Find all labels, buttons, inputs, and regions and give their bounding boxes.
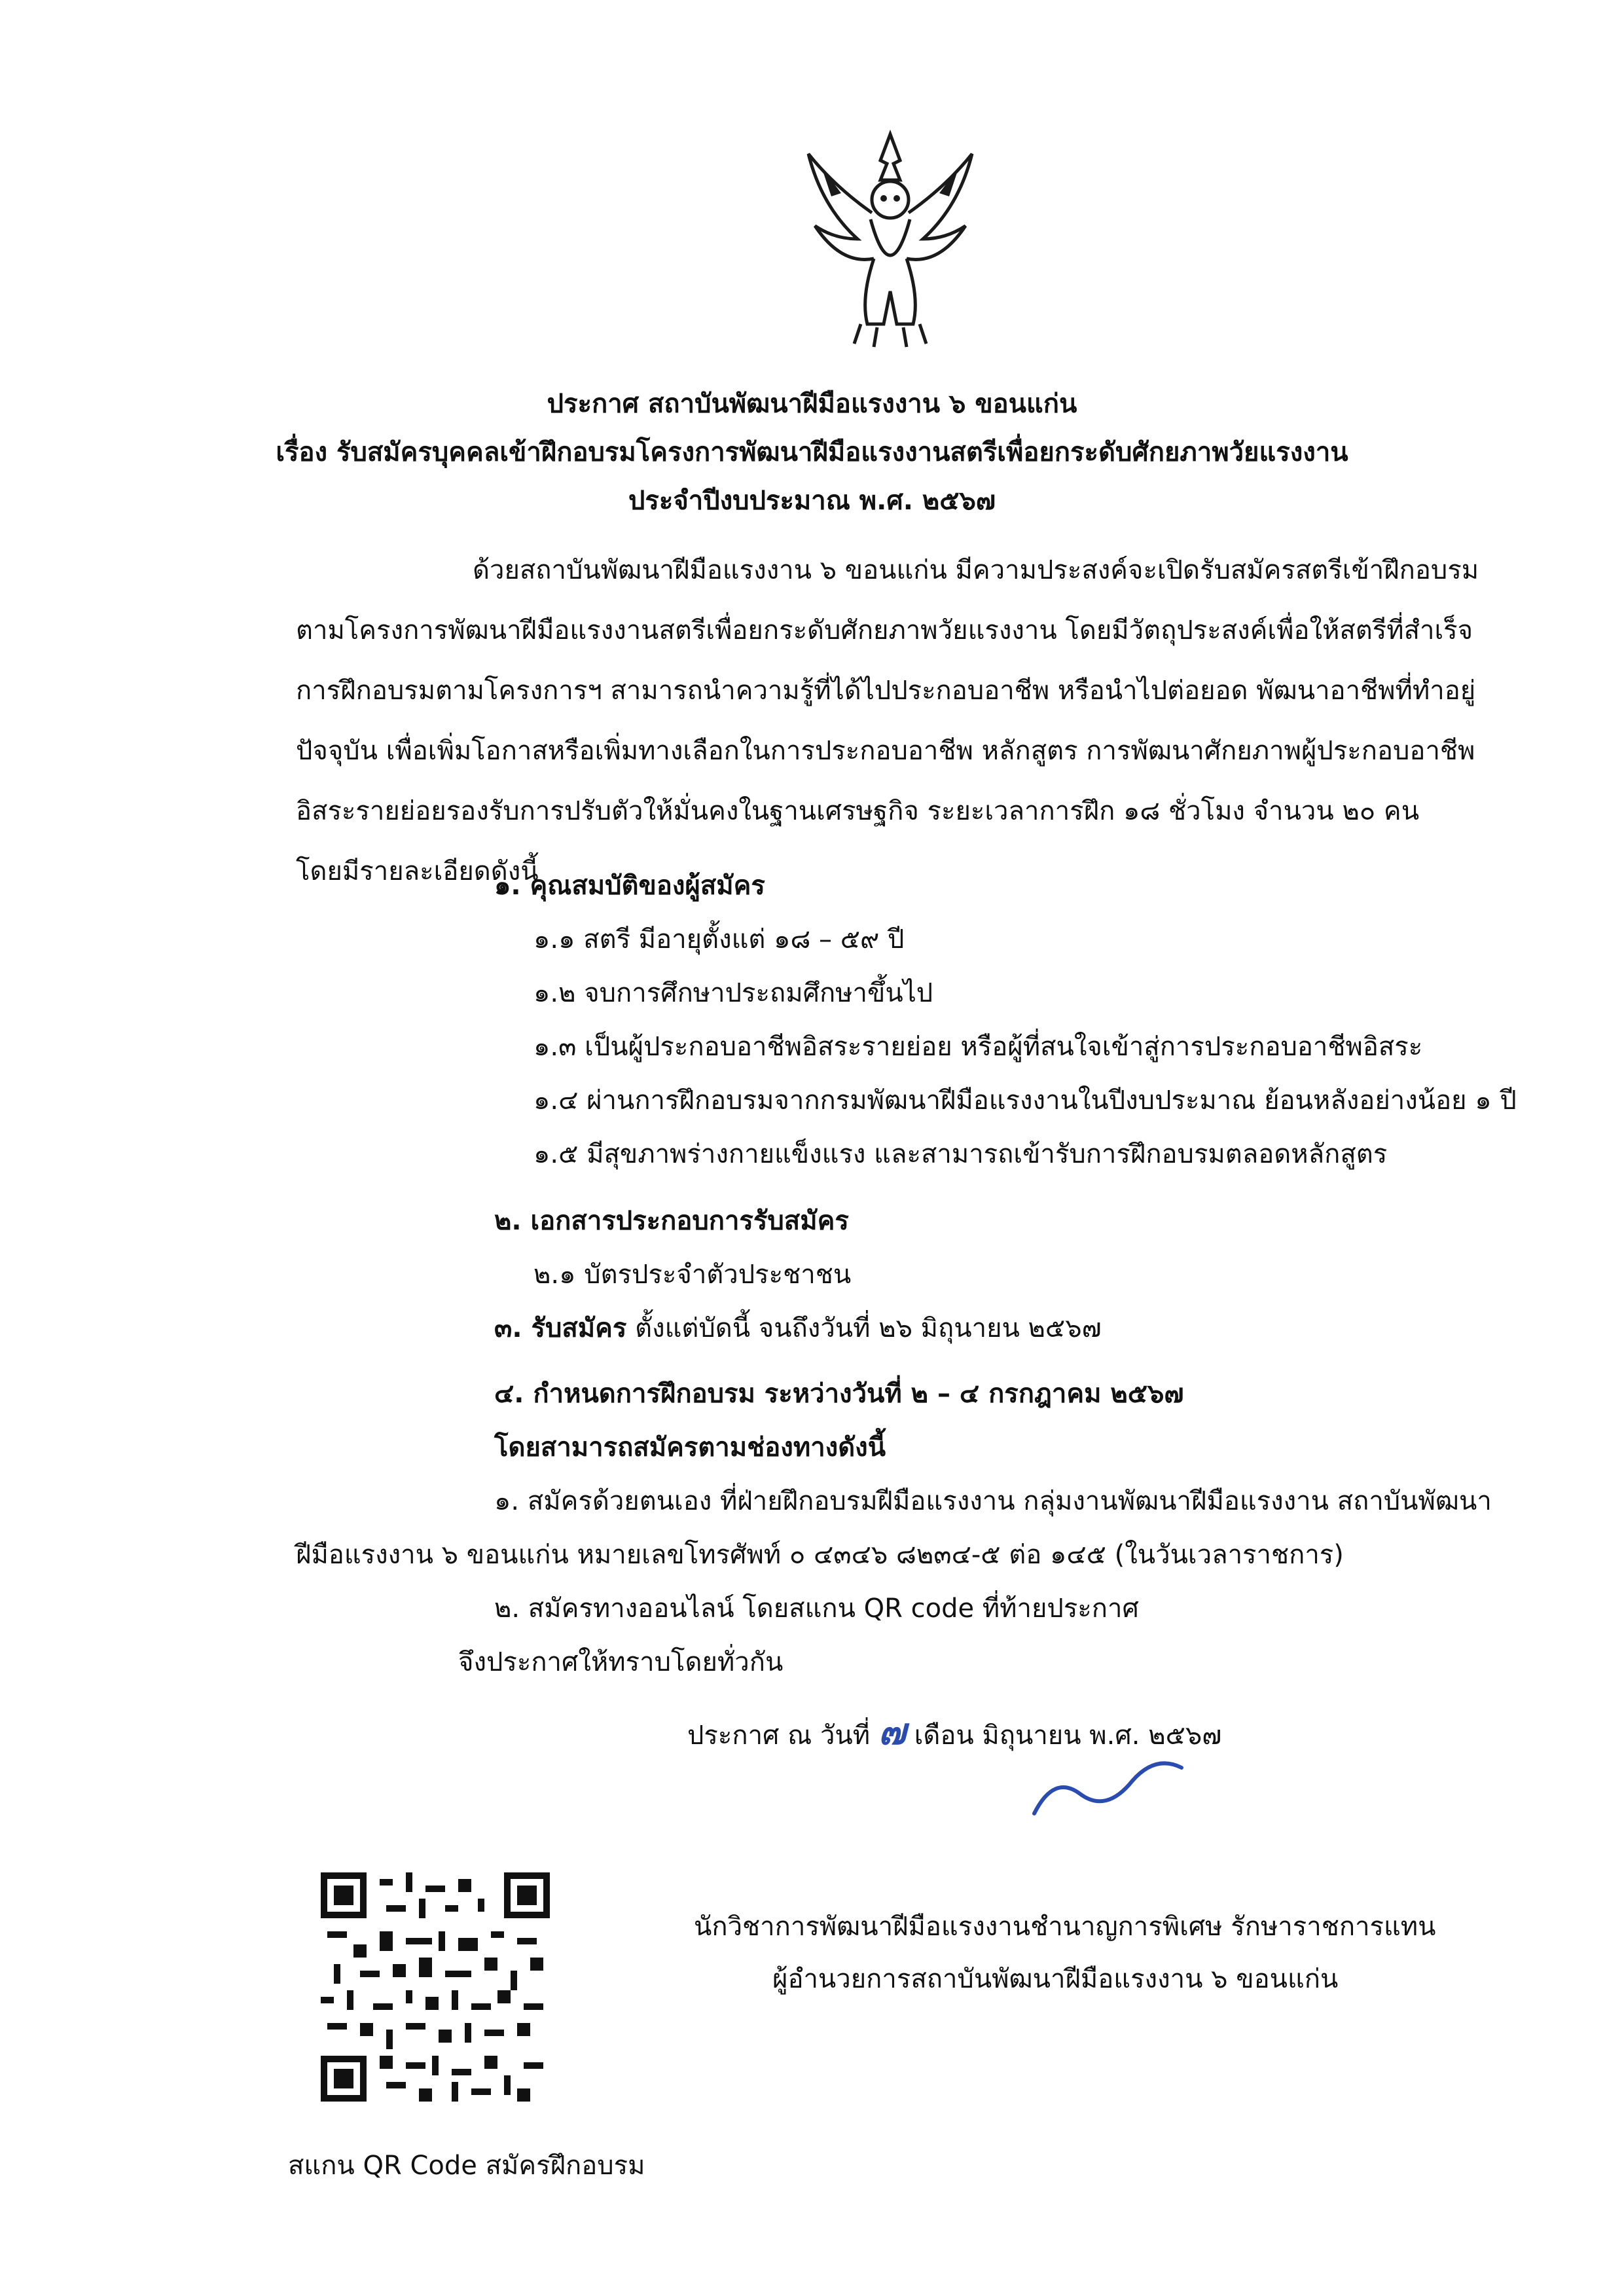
- section-2-heading: ๒. เอกสารประกอบการรับสมัคร: [494, 1206, 849, 1236]
- signatory-position: นักวิชาการพัฒนาฝีมือแรงงานชำนาญการพิเศษ รักษาราชการแทน: [694, 1912, 1436, 1942]
- channel-1-line-2: ฝีมือแรงงาน ๖ ขอนแก่น หมายเลขโทรศัพท์ ๐ ๔๓๔๖ ๘๒๓๔-๕ ต่อ ๑๔๕ (ในวันเวลาราชการ): [296, 1540, 1344, 1570]
- intro-paragraph: [296, 540, 1526, 902]
- section-1-item: ๑.๔ ผ่านการฝึกอบรมจากกรมพัฒนาฝีมือแรงงานในปีงบประมาณ ย้อนหลังอย่างน้อย ๑ ปี: [533, 1085, 1517, 1116]
- intro-line: ด้วยสถาบันพัฒนาฝีมือแรงงาน ๖ ขอนแก่น มีความประสงค์จะเปิดรับสมัครสตรีเข้าฝึกอบรม: [473, 555, 1479, 585]
- section-1-item: ๑.๒ จบการศึกษาประถมศึกษาขึ้นไป: [533, 978, 933, 1008]
- section-2-item: ๒.๑ บัตรประจำตัวประชาชน: [533, 1260, 852, 1290]
- section-1-item: ๑.๑ สตรี มีอายุตั้งแต่ ๑๘ – ๕๙ ปี: [533, 924, 905, 955]
- section-4-heading: ๔. กำหนดการฝึกอบรม ระหว่างวันที่ ๒ – ๔ กรกฎาคม ๒๕๖๗: [494, 1379, 1184, 1409]
- title-line-1: ประกาศ สถาบันพัฒนาฝีมือแรงงาน ๖ ขอนแก่น: [547, 389, 1077, 419]
- section-1-item: ๑.๓ เป็นผู้ประกอบอาชีพอิสระรายย่อย หรือผู้ที่สนใจเข้าสู่การประกอบอาชีพอิสระ: [533, 1032, 1423, 1062]
- title-line-fiscal-year: ประจำปีงบประมาณ พ.ศ. ๒๕๖๗: [628, 486, 996, 516]
- title-line-subject: เรื่อง รับสมัครบุคคลเข้าฝึกอบรมโครงการพัฒนาฝีมือแรงงานสตรีเพื่อยกระดับศักยภาพวัยแรงงาน: [276, 437, 1348, 467]
- date-suffix: เดือน มิถุนายน พ.ศ. ๒๕๖๗: [914, 1721, 1222, 1751]
- intro-line: โดยมีรายละเอียดดังนี้: [296, 856, 539, 886]
- intro-line: ปัจจุบัน เพื่อเพิ่มโอกาสหรือเพิ่มทางเลือกในการประกอบอาชีพ หลักสูตร การพัฒนาศักยภาพผู้ประกอบอาชีพ: [296, 736, 1475, 766]
- channel-2: ๒. สมัครทางออนไลน์ โดยสแกน QR code ที่ท้ายประกาศ: [494, 1594, 1139, 1624]
- intro-line: ตามโครงการพัฒนาฝีมือแรงงานสตรีเพื่อยกระดับศักยภาพวัยแรงงาน โดยมีวัตถุประสงค์เพื่อให้สตรีที่สำเร็จ: [296, 615, 1473, 646]
- section-1-heading: ๑. คุณสมบัติของผู้สมัคร: [494, 871, 765, 901]
- signatory-position-2: ผู้อำนวยการสถาบันพัฒนาฝีมือแรงงาน ๖ ขอนแก่น: [772, 1964, 1339, 1994]
- section-4-subheading: โดยสามารถสมัครตามช่องทางดังนี้: [494, 1432, 886, 1463]
- date-prefix: ประกาศ ณ วันที่: [687, 1721, 871, 1751]
- section-3-text: ตั้งแต่บัดนี้ จนถึงวันที่ ๒๖ มิถุนายน ๒๕๖๗: [626, 1313, 1102, 1343]
- intro-line: อิสระรายย่อยรองรับการปรับตัวให้มั่นคงในฐานเศรษฐกิจ ระยะเวลาการฝึก ๑๘ ชั่วโมง จำนวน ๒๐ คน: [296, 796, 1420, 826]
- channel-1-line-1: ๑. สมัครด้วยตนเอง ที่ฝ่ายฝึกอบรมฝีมือแรงงาน กลุ่มงานพัฒนาฝีมือแรงงาน สถาบันพัฒนา: [494, 1486, 1492, 1516]
- closing-statement: จึงประกาศให้ทราบโดยทั่วกัน: [458, 1647, 784, 1677]
- section-1-item: ๑.๕ มีสุขภาพร่างกายแข็งแรง และสามารถเข้ารับการฝึกอบรมตลอดหลักสูตร: [533, 1139, 1388, 1169]
- garuda-emblem-icon: [795, 128, 985, 350]
- section-3-apply-period: ๓. รับสมัคร ตั้งแต่บัดนี้ จนถึงวันที่ ๒๖ มิถุนายน ๒๕๖๗: [494, 1313, 1102, 1343]
- signature-placeholder: [1008, 1709, 1191, 1840]
- date-day-handwritten: ๗: [878, 1710, 906, 1753]
- qr-caption: สแกน QR Code สมัครฝึกอบรม: [288, 2151, 645, 2181]
- intro-line: การฝึกอบรมตามโครงการฯ สามารถนำความรู้ที่ได้ไปประกอบอาชีพ หรือนำไปต่อยอด พัฒนาอาชีพที่ทำอยู่: [296, 676, 1476, 706]
- qr-code-icon[interactable]: [321, 1872, 550, 2102]
- announcement-title: [196, 380, 1428, 525]
